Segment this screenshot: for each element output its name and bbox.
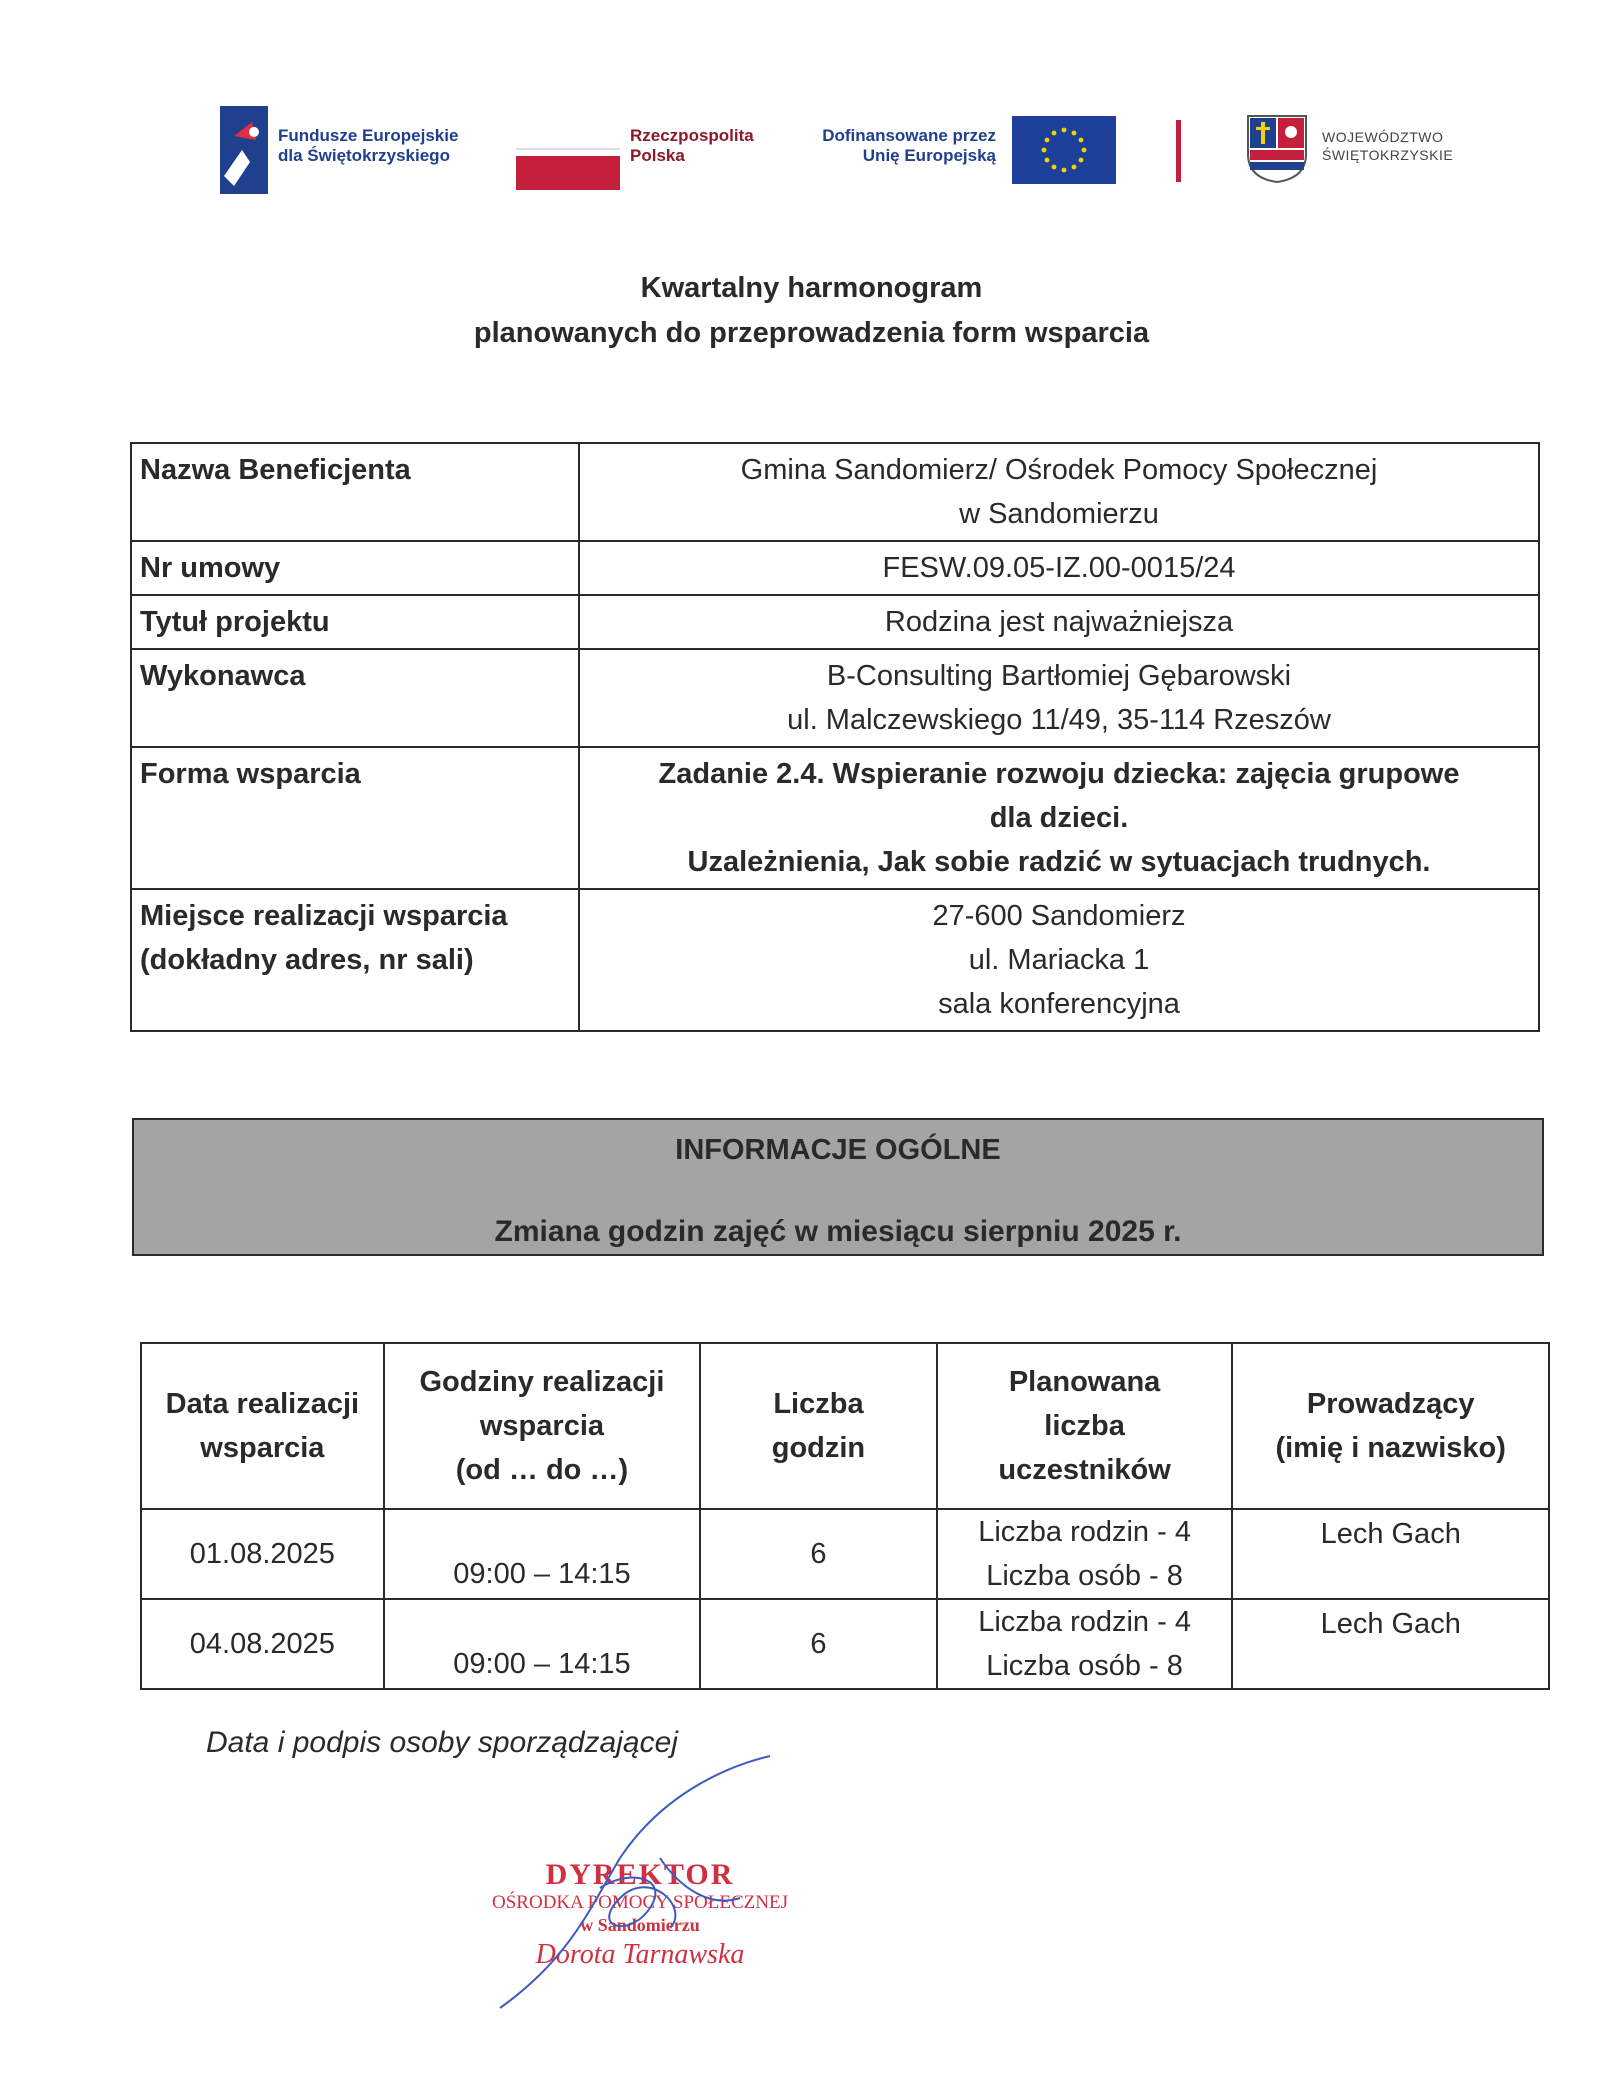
info-value-line: w Sandomierzu <box>959 498 1159 530</box>
info-row <box>131 443 1539 541</box>
participants-cell-text: Liczba rodzin - 4 <box>978 1516 1191 1548</box>
hours-count-cell-text: 6 <box>810 1628 827 1660</box>
general-info-subheading: Zmiana godzin zajęć w miesiącu sierpniu 2025 r. <box>494 1215 1182 1248</box>
info-label-line: (dokładny adres, nr sali) <box>140 944 474 976</box>
voivodeship-logo-text: WOJEWÓDZTWO ŚWIĘTOKRZYSKIE <box>1322 129 1454 163</box>
info-value-line: 27-600 Sandomierz <box>932 900 1186 932</box>
leader-cell-text: Lech Gach <box>1320 1518 1461 1550</box>
eu-flag-icon <box>1012 116 1116 184</box>
info-label-line: Wykonawca <box>140 660 306 692</box>
info-label <box>131 747 579 889</box>
hours-count-cell-text: 6 <box>810 1538 827 1570</box>
signature-label: Data i podpis osoby sporządzającej <box>206 1726 678 1759</box>
hours-cell-text: 09:00 – 14:15 <box>453 1558 631 1590</box>
title-line-1: Kwartalny harmonogram <box>640 272 983 304</box>
stamp-name: Dorota Tarnawska <box>535 1939 745 1970</box>
info-value-line: Zadanie 2.4. Wspieranie rozwoju dziecka: zajęcia grupowe <box>658 758 1460 790</box>
hours-cell <box>384 1509 700 1599</box>
poland-flag-icon <box>516 148 620 190</box>
info-label <box>131 595 579 649</box>
info-value-line: B-Consulting Bartłomiej Gębarowski <box>826 660 1292 692</box>
info-value <box>579 747 1539 889</box>
info-label-line: Tytuł projektu <box>140 606 330 638</box>
column-header-line: godzin <box>771 1432 866 1464</box>
hours-count-cell <box>700 1509 937 1599</box>
info-value-line: FESW.09.05-IZ.00-0015/24 <box>882 552 1236 584</box>
leader-cell <box>1232 1509 1549 1599</box>
info-label <box>131 649 579 747</box>
info-value-line: Gmina Sandomierz/ Ośrodek Pomocy Społecznej <box>740 454 1378 486</box>
date-cell-text: 04.08.2025 <box>189 1628 335 1660</box>
funds-logo-text: Fundusze Europejskie dla Świętokrzyskiego <box>278 126 459 165</box>
schedule-column-header <box>141 1343 384 1509</box>
title-line-2: planowanych do przeprowadzenia form wsparcia <box>473 317 1150 349</box>
date-cell-text: 01.08.2025 <box>189 1538 335 1570</box>
column-header-line: Prowadzący <box>1306 1388 1475 1420</box>
project-info-table <box>130 442 1540 1032</box>
column-header-line: (imię i nazwisko) <box>1275 1432 1506 1464</box>
document-title <box>0 266 1623 356</box>
voivodeship-coat-of-arms-icon <box>1246 114 1308 184</box>
date-cell <box>141 1599 384 1689</box>
eu-logo-text: Dofinansowane przez Unię Europejską <box>822 126 996 165</box>
schedule-header-row <box>141 1343 1549 1509</box>
column-header-line: Planowana <box>1008 1366 1161 1398</box>
handwritten-signature-icon <box>480 1738 800 2018</box>
info-value <box>579 541 1539 595</box>
hours-cell <box>384 1599 700 1689</box>
info-label <box>131 889 579 1031</box>
stamp-title: DYREKTOR <box>545 1858 735 1891</box>
info-row <box>131 747 1539 889</box>
schedule-column-header <box>1232 1343 1549 1509</box>
info-value-line: sala konferencyjna <box>938 988 1180 1020</box>
column-header-line: uczestników <box>998 1454 1171 1486</box>
leader-cell-text: Lech Gach <box>1320 1608 1461 1640</box>
info-value-line: dla dzieci. <box>989 802 1129 834</box>
participants-cell-text: Liczba rodzin - 4 <box>978 1606 1191 1638</box>
schedule-row <box>141 1599 1549 1689</box>
schedule-column-header <box>384 1343 700 1509</box>
participants-cell-text: Liczba osób - 8 <box>986 1650 1183 1682</box>
general-info-box <box>132 1118 1544 1256</box>
info-label-line: Miejsce realizacji wsparcia <box>140 900 508 932</box>
hours-cell-text: 09:00 – 14:15 <box>453 1648 631 1680</box>
column-header-line: (od … do …) <box>455 1454 629 1486</box>
info-label <box>131 443 579 541</box>
logo-strip <box>0 100 1623 200</box>
general-info-heading: INFORMACJE OGÓLNE <box>675 1134 1001 1166</box>
hours-count-cell <box>700 1599 937 1689</box>
poland-logo-text: Rzeczpospolita Polska <box>630 126 754 165</box>
date-cell <box>141 1509 384 1599</box>
funds-logo-icon <box>220 106 268 194</box>
info-label <box>131 541 579 595</box>
leader-cell <box>1232 1599 1549 1689</box>
info-value <box>579 443 1539 541</box>
column-header-line: Liczba <box>773 1388 864 1420</box>
schedule-column-header <box>937 1343 1233 1509</box>
info-label-line: Nazwa Beneficjenta <box>140 454 411 486</box>
schedule-column-header <box>700 1343 937 1509</box>
column-header-line: Godziny realizacji <box>419 1366 665 1398</box>
info-label-line: Forma wsparcia <box>140 758 361 790</box>
info-value <box>579 889 1539 1031</box>
stamp-institution: OŚRODKA POMOCY SPOŁECZNEJ <box>492 1892 788 1913</box>
column-header-line: wsparcia <box>200 1432 325 1464</box>
column-header-line: wsparcia <box>479 1410 605 1442</box>
info-value-line: Uzależnienia, Jak sobie radzić w sytuacjach trudnych. <box>687 846 1431 878</box>
info-value-line: ul. Mariacka 1 <box>968 944 1150 976</box>
info-label-line: Nr umowy <box>140 552 281 584</box>
info-value-line: ul. Malczewskiego 11/49, 35-114 Rzeszów <box>787 704 1331 736</box>
info-row <box>131 649 1539 747</box>
info-row <box>131 541 1539 595</box>
logo-divider <box>1176 120 1181 182</box>
info-row <box>131 889 1539 1031</box>
participants-cell <box>937 1599 1233 1689</box>
column-header-line: liczba <box>1044 1410 1125 1442</box>
schedule-table <box>140 1342 1550 1690</box>
participants-cell <box>937 1509 1233 1599</box>
stamp-city: w Sandomierzu <box>580 1915 700 1935</box>
schedule-row <box>141 1509 1549 1599</box>
info-value-line: Rodzina jest najważniejsza <box>884 606 1234 638</box>
column-header-line: Data realizacji <box>165 1388 360 1420</box>
info-value <box>579 649 1539 747</box>
info-row <box>131 595 1539 649</box>
participants-cell-text: Liczba osób - 8 <box>986 1560 1183 1592</box>
info-value <box>579 595 1539 649</box>
